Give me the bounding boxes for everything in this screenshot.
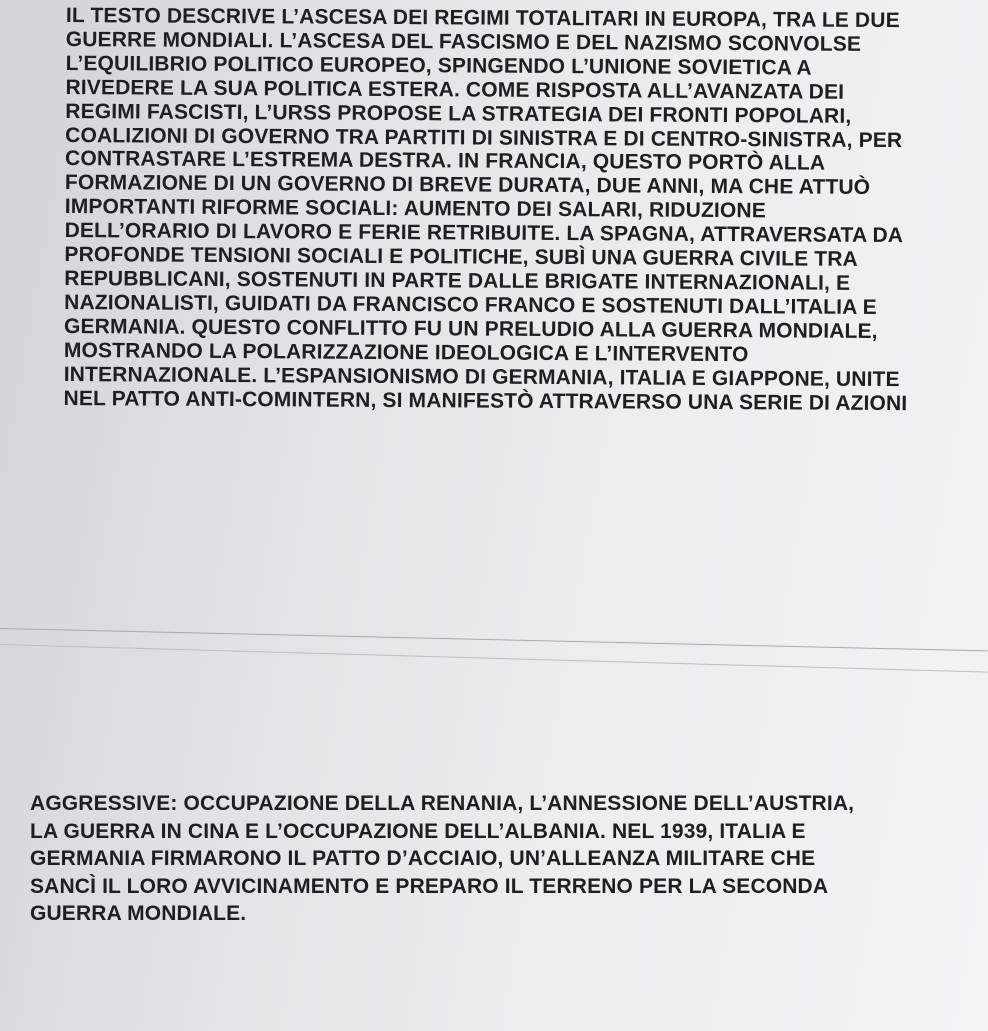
text-line: GERMANIA FIRMARONO IL PATTO D’ACCIAIO, UN’ALLEANZA MILITARE CHE: [30, 847, 816, 870]
text-line: NAZIONALISTI, GUIDATI DA FRANCISCO FRANCO E SOSTENUTI DALL’ITALIA E: [64, 290, 877, 319]
text-line: IL TESTO DESCRIVE L’ASCESA DEI REGIMI TOTALITARI IN EUROPA, TRA LE DUE: [65, 4, 900, 33]
text-line: IMPORTANTI RIFORME SOCIALI: AUMENTO DEI SALARI, RIDUZIONE: [64, 195, 766, 223]
text-line: CONTRASTARE L’ESTREMA DESTRA. IN FRANCIA, QUESTO PORTÒ ALLA: [64, 147, 826, 176]
page-divider-line: [0, 644, 988, 673]
text-line: MOSTRANDO LA POLARIZZAZIONE IDEOLOGICA E L’INTERVENTO: [63, 338, 749, 366]
text-line: GUERRA MONDIALE.: [30, 902, 247, 925]
text-line: NEL PATTO ANTI-COMINTERN, SI MANIFESTÒ ATTRAVERSO UNA SERIE DI AZIONI: [63, 386, 908, 415]
text-line: AGGRESSIVE: OCCUPAZIONE DELLA RENANIA, L’ANNESSIONE DELL’AUSTRIA,: [30, 792, 855, 815]
text-line: L’EQUILIBRIO POLITICO EUROPEO, SPINGENDO L’UNIONE SOVIETICA A: [65, 51, 812, 80]
text-line: INTERNAZIONALE. L’ESPANSIONISMO DI GERMANIA, ITALIA E GIAPPONE, UNITE: [63, 362, 900, 391]
text-line: COALIZIONI DI GOVERNO TRA PARTITI DI SINISTRA E DI CENTRO-SINISTRA, PER: [65, 123, 903, 152]
text-line: SANCÌ IL LORO AVVICINAMENTO E PREPARO IL TERRENO PER LA SECONDA: [30, 874, 829, 898]
paragraph-top: [64, 4, 910, 416]
text-line: LA GUERRA IN CINA E L’OCCUPAZIONE DELL’ALBANIA. NEL 1939, ITALIA E: [30, 819, 806, 843]
text-line: GERMANIA. QUESTO CONFLITTO FU UN PRELUDIO ALLA GUERRA MONDIALE,: [63, 314, 878, 343]
paragraph-bottom: [30, 790, 854, 928]
text-line: REGIMI FASCISTI, L’URSS PROPOSE LA STRATEGIA DEI FRONTI POPOLARI,: [65, 99, 852, 128]
text-line: RIVEDERE LA SUA POLITICA ESTERA. COME RISPOSTA ALL’AVANZATA DEI: [65, 75, 845, 104]
text-line: REPUBBLICANI, SOSTENUTI IN PARTE DALLE BRIGATE INTERNAZIONALI, E: [64, 266, 851, 295]
text-line: DELL’ORARIO DI LAVORO E FERIE RETRIBUITE. LA SPAGNA, ATTRAVERSATA DA: [64, 219, 904, 248]
text-line: GUERRE MONDIALI. L’ASCESA DEL FASCISMO E DEL NAZISMO SCONVOLSE: [65, 27, 862, 56]
text-line: FORMAZIONE DI UN GOVERNO DI BREVE DURATA, DUE ANNI, MA CHE ATTUÒ: [64, 171, 871, 200]
text-line: PROFONDE TENSIONI SOCIALI E POLITICHE, SUBÌ UNA GUERRA CIVILE TRA: [64, 243, 858, 271]
